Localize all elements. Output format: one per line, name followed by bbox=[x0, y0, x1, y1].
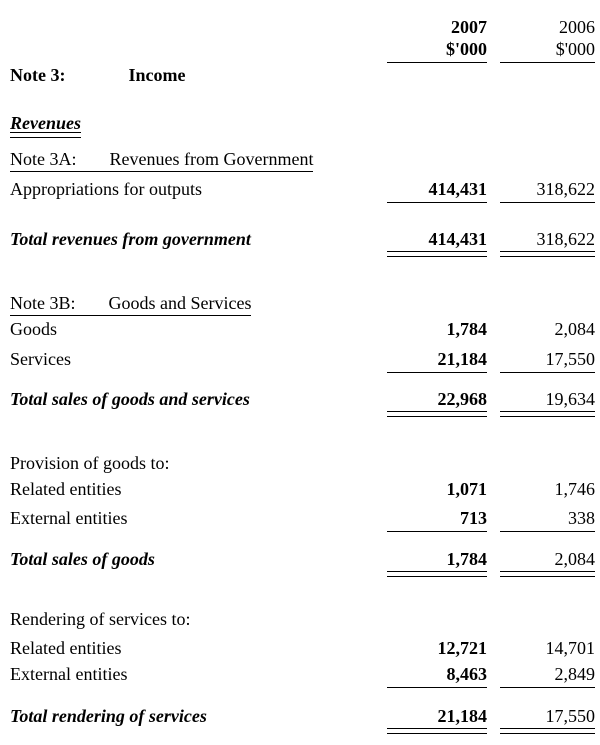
total-value-2007: 414,431 bbox=[387, 228, 487, 250]
note3a-heading-row bbox=[10, 148, 595, 170]
value-2006: 1,746 bbox=[554, 479, 595, 499]
total-label: Total sales of goods bbox=[10, 549, 155, 569]
value-2006: 17,550 bbox=[500, 348, 595, 370]
value-2006: 14,701 bbox=[545, 638, 595, 658]
value-2007: 12,721 bbox=[437, 638, 487, 658]
note3b-title: Goods and Services bbox=[108, 293, 252, 313]
total-label: Total sales of goods and services bbox=[10, 389, 250, 409]
value-2007: 713 bbox=[387, 507, 487, 529]
revenues-heading-row bbox=[10, 112, 595, 134]
total-row bbox=[10, 705, 595, 727]
revenues-heading-wrap bbox=[10, 112, 595, 134]
value-2007: 1,784 bbox=[446, 319, 487, 339]
row-label: Services bbox=[10, 349, 71, 369]
total-label: Total rendering of services bbox=[10, 706, 207, 726]
value-2007: 414,431 bbox=[387, 178, 487, 200]
note3a-prefix: Note 3A: bbox=[10, 149, 77, 169]
total-value-2007: 1,784 bbox=[387, 548, 487, 570]
value-2006: 338 bbox=[500, 507, 595, 529]
table-row bbox=[10, 637, 595, 659]
unit-2007-header: $'000 bbox=[387, 38, 487, 60]
row-label: External entities bbox=[10, 508, 128, 528]
value-2007: 1,071 bbox=[446, 479, 487, 499]
row-label: Appropriations for outputs bbox=[10, 179, 202, 199]
year-2006-header: 2006 bbox=[559, 17, 595, 37]
row-label: Goods bbox=[10, 319, 58, 339]
table-row bbox=[10, 663, 595, 685]
table-row bbox=[10, 178, 595, 200]
table-row bbox=[10, 348, 595, 370]
total-value-2007: 21,184 bbox=[387, 705, 487, 727]
table-row bbox=[10, 478, 595, 500]
note3a-heading-wrap bbox=[10, 148, 595, 170]
total-row bbox=[10, 228, 595, 250]
row-label: Related entities bbox=[10, 479, 122, 499]
value-2006: 318,622 bbox=[500, 178, 595, 200]
note3-label: Income bbox=[128, 65, 186, 85]
row-label: External entities bbox=[10, 664, 128, 684]
subsection-heading-row bbox=[10, 452, 595, 474]
table-row bbox=[10, 507, 595, 529]
unit-header-row bbox=[10, 38, 595, 60]
total-row bbox=[10, 548, 595, 570]
note3a-heading bbox=[10, 148, 313, 170]
total-value-2006: 17,550 bbox=[500, 705, 595, 727]
value-2007: 21,184 bbox=[387, 348, 487, 370]
note3-title-row bbox=[10, 64, 595, 86]
total-row bbox=[10, 388, 595, 410]
total-label: Total revenues from government bbox=[10, 229, 251, 249]
subsection-heading-row bbox=[10, 608, 595, 630]
note3b-heading-row bbox=[10, 292, 595, 314]
table-row bbox=[10, 318, 595, 340]
total-value-2007: 22,968 bbox=[387, 388, 487, 410]
value-2007: 8,463 bbox=[387, 663, 487, 685]
note3a-title: Revenues from Government bbox=[109, 149, 314, 169]
note3b-heading bbox=[10, 292, 251, 314]
row-label: Related entities bbox=[10, 638, 122, 658]
year-header-row bbox=[10, 16, 595, 38]
note3-title bbox=[10, 64, 595, 86]
note3b-prefix: Note 3B: bbox=[10, 293, 76, 313]
total-value-2006: 318,622 bbox=[500, 228, 595, 250]
revenues-heading: Revenues bbox=[10, 113, 81, 133]
total-value-2006: 19,634 bbox=[500, 388, 595, 410]
subsection-heading: Provision of goods to: bbox=[10, 453, 170, 473]
value-2006: 2,084 bbox=[554, 319, 595, 339]
total-value-2006: 2,084 bbox=[500, 548, 595, 570]
note3b-heading-wrap bbox=[10, 292, 595, 314]
note3-prefix: Note 3: bbox=[10, 65, 66, 85]
unit-2006-header: $'000 bbox=[500, 38, 595, 60]
subsection-heading: Rendering of services to: bbox=[10, 609, 191, 629]
year-2007-header: 2007 bbox=[451, 17, 487, 37]
value-2006: 2,849 bbox=[500, 663, 595, 685]
